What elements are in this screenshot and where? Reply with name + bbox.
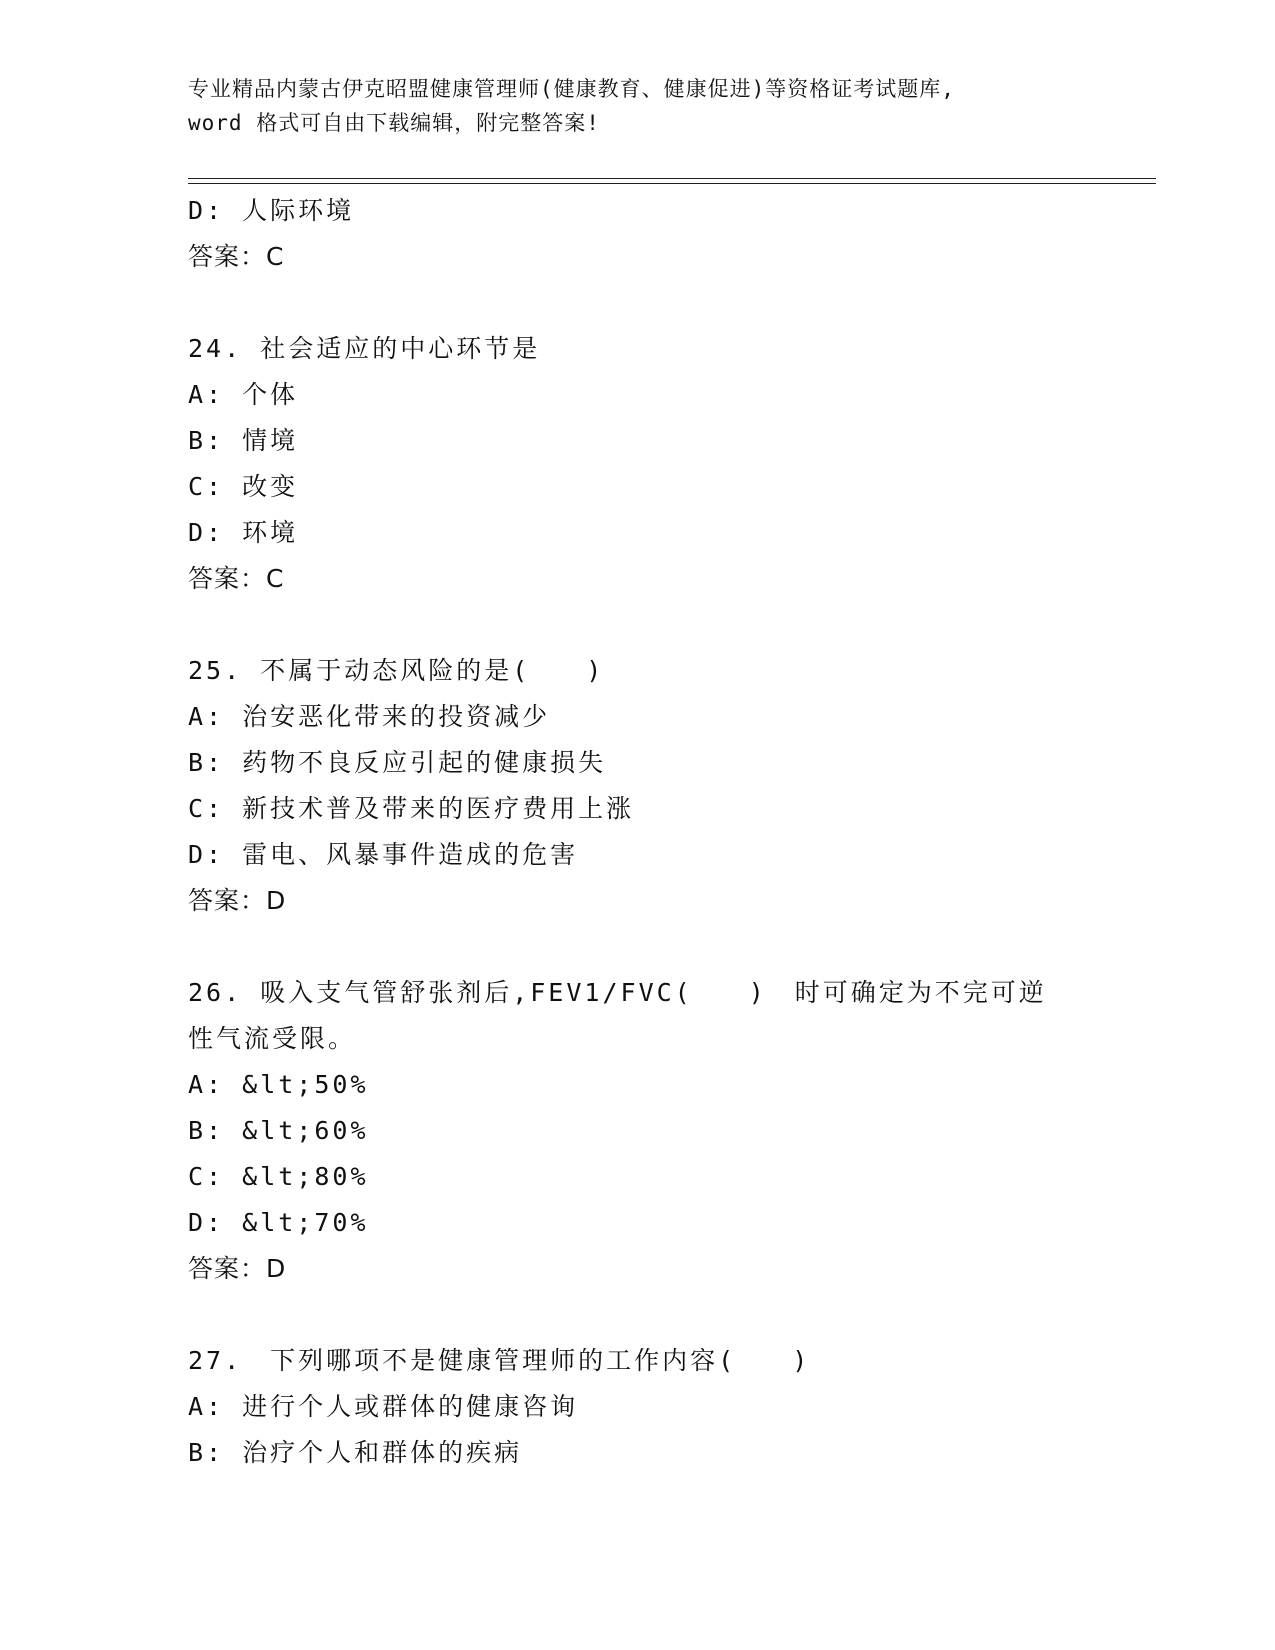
question-25 xyxy=(188,648,1148,924)
question-27 xyxy=(188,1338,1148,1476)
option-c: C: 新技术普及带来的医疗费用上涨 xyxy=(188,794,635,823)
question-stem: 24. 社会适应的中心环节是 xyxy=(188,334,541,363)
header-divider-top xyxy=(188,178,1156,179)
option-b: B: 药物不良反应引起的健康损失 xyxy=(188,748,607,777)
question-stem: 25. 不属于动态风险的是( ) xyxy=(188,656,605,685)
option-d: D: 人际环境 xyxy=(188,196,355,225)
header-line-1: 专业精品内蒙古伊克昭盟健康管理师(健康教育、健康促进)等资格证考试题库, xyxy=(188,77,955,101)
question-stem: 26. 吸入支气管舒张剂后,FEV1/FVC( ) 时可确定为不完可逆性气流受限。 xyxy=(188,978,1047,1053)
question-24 xyxy=(188,326,1148,602)
question-stem: 27. 下列哪项不是健康管理师的工作内容( ) xyxy=(188,1346,811,1375)
header-divider-bottom xyxy=(188,183,1156,184)
option-c: C: &lt;80% xyxy=(188,1162,369,1191)
spacer xyxy=(188,924,1148,970)
option-a: A: 治安恶化带来的投资减少 xyxy=(188,702,551,731)
spacer xyxy=(188,280,1148,326)
option-d: D: &lt;70% xyxy=(188,1208,369,1237)
option-a: A: &lt;50% xyxy=(188,1070,369,1099)
spacer xyxy=(188,602,1148,648)
option-c: C: 改变 xyxy=(188,472,299,501)
answer-line: 答案：D xyxy=(188,1254,287,1283)
answer-line: 答案：C xyxy=(188,242,285,271)
spacer xyxy=(188,1292,1148,1338)
question-26 xyxy=(188,970,1148,1292)
answer-line: 答案：D xyxy=(188,886,287,915)
option-a: A: 个体 xyxy=(188,380,299,409)
option-b: B: 治疗个人和群体的疾病 xyxy=(188,1438,523,1467)
option-d: D: 雷电、风暴事件造成的危害 xyxy=(188,840,579,869)
document-header xyxy=(188,72,1088,140)
option-b: B: 情境 xyxy=(188,426,299,455)
option-a: A: 进行个人或群体的健康咨询 xyxy=(188,1392,579,1421)
option-d: D: 环境 xyxy=(188,518,299,547)
answer-line: 答案：C xyxy=(188,564,285,593)
question-list xyxy=(188,188,1148,1476)
header-line-2: word 格式可自由下载编辑，附完整答案! xyxy=(188,111,600,135)
option-b: B: &lt;60% xyxy=(188,1116,369,1145)
